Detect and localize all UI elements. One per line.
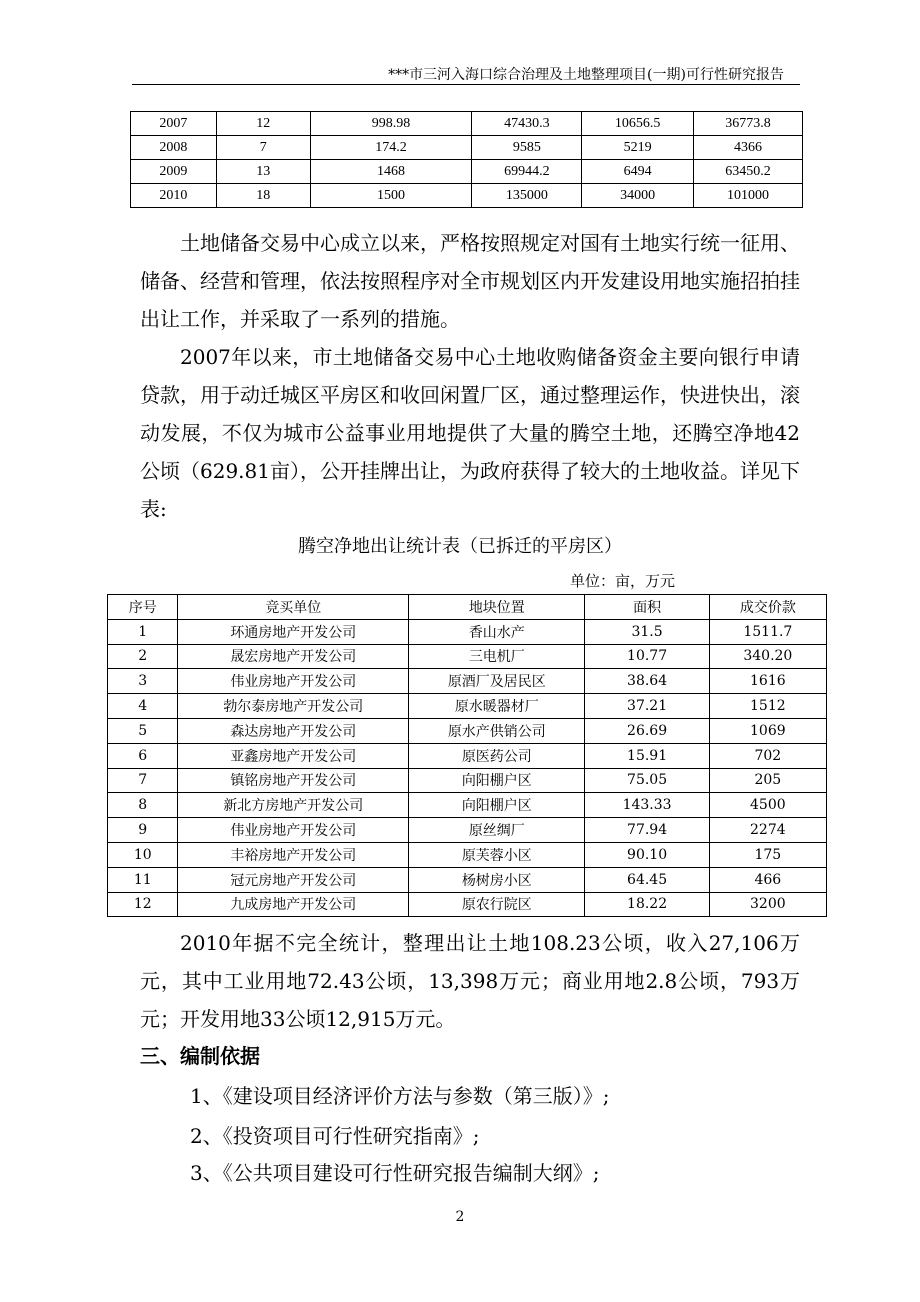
table-cell: 7: [108, 768, 178, 793]
table-row: [108, 768, 827, 793]
table-cell: 环通房地产开发公司: [178, 619, 409, 644]
table-row: [108, 818, 827, 843]
table-cell: 175: [709, 842, 826, 867]
table-cell: 10: [108, 842, 178, 867]
table-cell: 原酒厂及居民区: [409, 669, 585, 694]
table-cell: 镇铭房地产开发公司: [178, 768, 409, 793]
table-row: [108, 743, 827, 768]
table-cell: 466: [709, 867, 826, 892]
table-row: [108, 669, 827, 694]
table-cell: 101000: [694, 184, 803, 208]
table-cell: 702: [709, 743, 826, 768]
table-cell: 2007: [131, 112, 217, 136]
paragraph-2010-summary: 2010年据不完全统计，整理出让土地108.23公顷，收入27,106万元，其中工业用地72.43公顷，13,398万元；商业用地2.8公顷，793万元；开发用地33公顷12,915万元。: [140, 931, 800, 1031]
table-cell: 2008: [131, 136, 217, 160]
table-cell: 3200: [709, 892, 826, 917]
table-cell: 原医药公司: [409, 743, 585, 768]
table-cell: 18: [216, 184, 310, 208]
section-heading: 三、编制依据: [140, 1044, 260, 1068]
table-cell: 12: [216, 112, 310, 136]
reference-item: 3、《公共项目建设可行性研究报告编制大纲》;: [190, 1161, 600, 1185]
table-row: [131, 160, 803, 184]
table-row: [108, 718, 827, 743]
vacant-land-transfer-table: [107, 594, 827, 917]
page-number: 2: [455, 1209, 465, 1225]
paragraph-land-acquisition-since-2007: 2007年以来，市土地储备交易中心土地收购储备资金主要向银行申请贷款，用于动迁城区平房区和收回闲置厂区，通过整理运作，快进快出，滚动发展，不仅为城市公益事业用地提供了大量的腾空土地，还腾空净地42公顷（629.81亩），公开挂牌出让，为政府获得了较大的土地收益。详见下表:: [140, 345, 800, 521]
table-row: [131, 136, 803, 160]
table-cell: 香山水产: [409, 619, 585, 644]
table-cell: 18.22: [585, 892, 709, 917]
table-cell: 九成房地产开发公司: [178, 892, 409, 917]
reference-item: 2、《投资项目可行性研究指南》;: [190, 1124, 480, 1148]
table-cell: 4366: [694, 136, 803, 160]
table-row: [108, 892, 827, 917]
table-row: [131, 112, 803, 136]
table-cell: 205: [709, 768, 826, 793]
table-cell: 5: [108, 718, 178, 743]
table-header-row: [108, 595, 827, 620]
header-bidder: 竞买单位: [178, 595, 409, 620]
table-cell: 47430.3: [472, 112, 582, 136]
table-cell: 5219: [582, 136, 694, 160]
table-cell: 340.20: [709, 644, 826, 669]
table-cell: 原水产供销公司: [409, 718, 585, 743]
table-cell: 晟宏房地产开发公司: [178, 644, 409, 669]
header-plot-location: 地块位置: [409, 595, 585, 620]
table-cell: 3: [108, 669, 178, 694]
table-cell: 36773.8: [694, 112, 803, 136]
table-cell: 原芙蓉小区: [409, 842, 585, 867]
table-cell: 伟业房地产开发公司: [178, 669, 409, 694]
table-row: [108, 842, 827, 867]
reference-item: 1、《建设项目经济评价方法与参数（第三版）》;: [190, 1084, 610, 1108]
table-cell: 4: [108, 694, 178, 719]
table-cell: 6: [108, 743, 178, 768]
table-cell: 998.98: [310, 112, 472, 136]
table-cell: 13: [216, 160, 310, 184]
table-cell: 77.94: [585, 818, 709, 843]
table-cell: 1512: [709, 694, 826, 719]
table-cell: 2010: [131, 184, 217, 208]
table-cell: 69944.2: [472, 160, 582, 184]
table-cell: 31.5: [585, 619, 709, 644]
table-cell: 1616: [709, 669, 826, 694]
table-cell: 2: [108, 644, 178, 669]
table-cell: 174.2: [310, 136, 472, 160]
table-cell: 63450.2: [694, 160, 803, 184]
paragraph-land-reserve-intro: 土地储备交易中心成立以来，严格按照规定对国有土地实行统一征用、储备、经营和管理，依法按照程序对全市规划区内开发建设用地实施招拍挂出让工作，并采取了一系列的措施。: [140, 231, 800, 331]
table-cell: 8: [108, 793, 178, 818]
land-statistics-table-continued: [130, 111, 803, 208]
table-cell: 1468: [310, 160, 472, 184]
table-cell: 三电机厂: [409, 644, 585, 669]
table-cell: 11: [108, 867, 178, 892]
table-cell: 26.69: [585, 718, 709, 743]
table-cell: 37.21: [585, 694, 709, 719]
table-cell: 伟业房地产开发公司: [178, 818, 409, 843]
table-cell: 冠元房地产开发公司: [178, 867, 409, 892]
table-cell: 64.45: [585, 867, 709, 892]
table-row: [108, 694, 827, 719]
table-row: [108, 867, 827, 892]
table-cell: 原丝绸厂: [409, 818, 585, 843]
header-serial: 序号: [108, 595, 178, 620]
table-cell: 4500: [709, 793, 826, 818]
table-cell: 2274: [709, 818, 826, 843]
table-cell: 杨树房小区: [409, 867, 585, 892]
table-row: [108, 644, 827, 669]
table-cell: 1511.7: [709, 619, 826, 644]
table-cell: 90.10: [585, 842, 709, 867]
table-cell: 10.77: [585, 644, 709, 669]
table-cell: 新北方房地产开发公司: [178, 793, 409, 818]
table-cell: 向阳棚户区: [409, 768, 585, 793]
table-cell: 7: [216, 136, 310, 160]
table-cell: 135000: [472, 184, 582, 208]
table-cell: 1069: [709, 718, 826, 743]
table-cell: 丰裕房地产开发公司: [178, 842, 409, 867]
table-cell: 6494: [582, 160, 694, 184]
table-cell: 原水暖器材厂: [409, 694, 585, 719]
table-cell: 1: [108, 619, 178, 644]
table-cell: 亚鑫房地产开发公司: [178, 743, 409, 768]
table-caption: 腾空净地出让统计表（已拆迁的平房区）: [298, 536, 622, 557]
table-row: [108, 619, 827, 644]
table-cell: 森达房地产开发公司: [178, 718, 409, 743]
table-cell: 10656.5: [582, 112, 694, 136]
table-cell: 9: [108, 818, 178, 843]
table-cell: 9585: [472, 136, 582, 160]
table-cell: 12: [108, 892, 178, 917]
table-cell: 15.91: [585, 743, 709, 768]
header-transaction-price: 成交价款: [709, 595, 826, 620]
table-row: [131, 184, 803, 208]
table-cell: 向阳棚户区: [409, 793, 585, 818]
header-area: 面积: [585, 595, 709, 620]
table-cell: 75.05: [585, 768, 709, 793]
table-cell: 143.33: [585, 793, 709, 818]
header-rule: [132, 84, 800, 85]
table-row: [108, 793, 827, 818]
table-cell: 原农行院区: [409, 892, 585, 917]
table-cell: 38.64: [585, 669, 709, 694]
running-header: ***市三河入海口综合治理及土地整理项目(一期)可行性研究报告: [388, 67, 784, 83]
table-cell: 1500: [310, 184, 472, 208]
table-cell: 2009: [131, 160, 217, 184]
table-cell: 34000: [582, 184, 694, 208]
table-unit-note: 单位：亩，万元: [570, 572, 676, 590]
table-cell: 勃尔泰房地产开发公司: [178, 694, 409, 719]
